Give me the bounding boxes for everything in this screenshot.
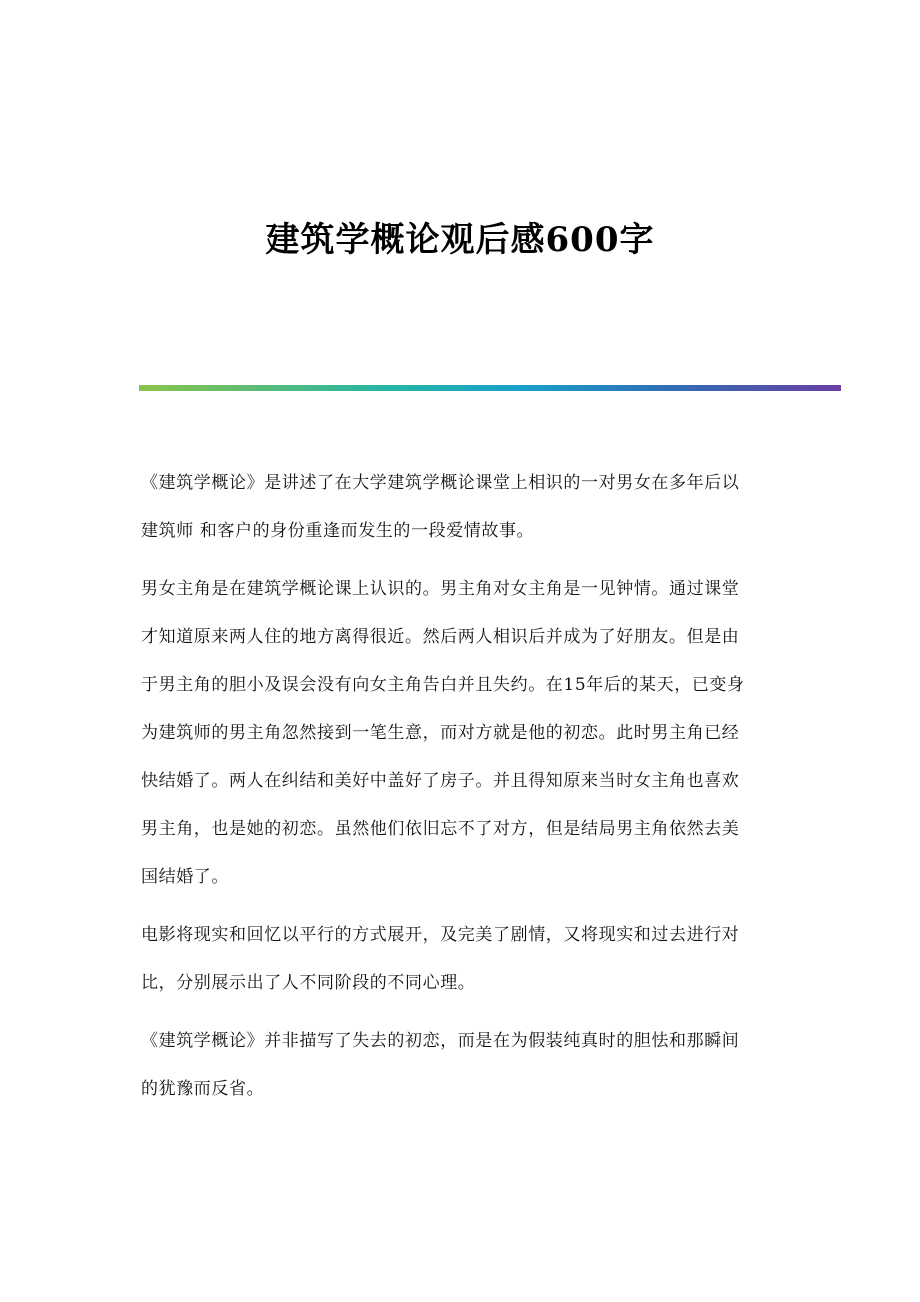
document-body [141, 459, 781, 1123]
document-title: 建筑学概论观后感600字 [265, 220, 655, 260]
paragraph-intro: 《建筑学概论》是讲述了在大学建筑学概论课堂上相识的一对男女在多年后以 建筑师 和客户的身份重逢而发生的一段爱情故事。 [141, 473, 740, 541]
gradient-divider [139, 385, 841, 391]
paragraph-reflection: 《建筑学概论》并非描写了失去的初恋，而是在为假装纯真时的胆怯和那瞬间 的犹豫而反省。 [141, 1031, 740, 1099]
paragraph-structure: 电影将现实和回忆以平行的方式展开，及完美了剧情，又将现实和过去进行对 比，分别展示出了人不同阶段的不同心理。 [141, 925, 740, 993]
paragraph-plot: 男女主角是在建筑学概论课上认识的。男主角对女主角是一见钟情。通过课堂 才知道原来两人住的地方离得很近。然后两人相识后并成为了好朋友。但是由 于男主角的胆小及误会没有向女主角告白并且失约。在15年后的某天，已变身 为建筑师的男主角忽然接到一笔生意，而对方就是他的初恋。此时男主角已经 快结婚了。两人在纠结和美好中盖好了房子。并且得知原来当时女主角也喜欢 男主角，也是她的初恋。虽然他们依旧忘不了对方，但是结局男主角依然去美 国结婚了。 [141, 579, 745, 887]
